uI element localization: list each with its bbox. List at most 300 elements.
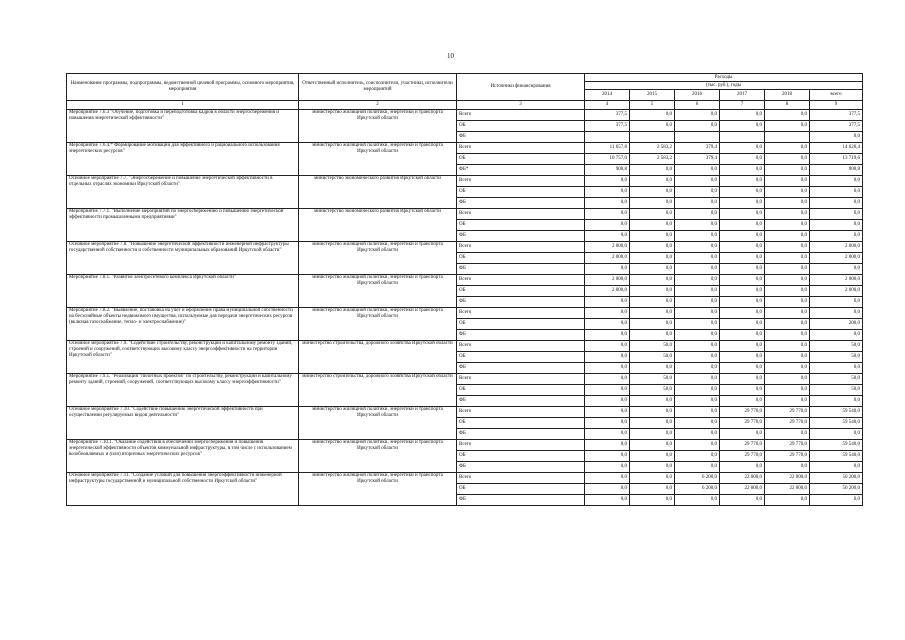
expense-value: 0,0 (675, 165, 720, 176)
funding-source: ОБ (457, 220, 585, 231)
expense-total: 0,0 (810, 396, 863, 407)
header-year: 2017 (720, 90, 765, 101)
expense-value: 0,0 (585, 484, 630, 495)
expense-value: 50,0 (630, 385, 675, 396)
header-source: Источники финансирования (457, 74, 585, 101)
expense-value (675, 132, 720, 143)
expense-value: 0,0 (585, 495, 630, 506)
expense-value: 0,0 (765, 286, 810, 297)
expense-value: 0,0 (720, 297, 765, 308)
activity-name: Мероприятие 7.8.2. "Выявление, постановка на учет и оформление права муниципальной собственности на бесхозяйные объекты недвижимого имущества, используемые для передачи энергетических ресурсов (включая газоснабжение, тепло- и электроснабжение)" (67, 308, 299, 341)
expense-value: 0,0 (675, 429, 720, 440)
expense-value: 0,0 (585, 231, 630, 242)
expense-value: 0,0 (630, 462, 675, 473)
expense-value: 0,0 (585, 187, 630, 198)
column-number: 2 (299, 101, 457, 110)
expense-value: 0,0 (630, 440, 675, 451)
expense-total: 50,0 (810, 341, 863, 352)
expense-value: 29 770,0 (765, 440, 810, 451)
expense-total: 59 540,0 (810, 418, 863, 429)
expense-value: 2 583,2 (630, 143, 675, 154)
expense-total: 0,0 (810, 297, 863, 308)
funding-source: ФБ (457, 132, 585, 143)
funding-source: ФБ (457, 396, 585, 407)
expense-value: 0,0 (765, 121, 810, 132)
expense-value: 0,0 (720, 176, 765, 187)
funding-source: ОБ (457, 286, 585, 297)
expense-value: 0,0 (630, 429, 675, 440)
expense-total: 0,0 (810, 231, 863, 242)
funding-source: ОБ (457, 418, 585, 429)
expense-value: 0,0 (765, 154, 810, 165)
column-number: 8 (765, 101, 810, 110)
expense-total: 0,0 (810, 132, 863, 143)
table-body (67, 110, 863, 506)
expense-value: 0,0 (630, 407, 675, 418)
activity-executor: министерство жилищной политики, энергетики и транспорта Иркутской области (299, 143, 457, 176)
expense-value: 0,0 (765, 374, 810, 385)
expense-value: 0,0 (585, 396, 630, 407)
expense-value: 0,0 (630, 319, 675, 330)
expense-value: 0,0 (720, 275, 765, 286)
funding-source: Всего (457, 308, 585, 319)
expense-value: 0,0 (765, 495, 810, 506)
activity-executor: министерство строительства, дорожного хозяйства Иркутской области (299, 341, 457, 374)
expense-value: 0,0 (675, 242, 720, 253)
expense-value: 0,0 (765, 275, 810, 286)
expense-value: 0,0 (720, 462, 765, 473)
expense-value: 29 770,0 (720, 440, 765, 451)
expense-value (720, 132, 765, 143)
activity-executor: министерство экономического развития Иркутской области (299, 209, 457, 242)
funding-source: Всего (457, 209, 585, 220)
column-number: 4 (585, 101, 630, 110)
expense-value: 0,0 (765, 429, 810, 440)
expense-value: 29 770,0 (720, 407, 765, 418)
expense-value: 0,0 (765, 297, 810, 308)
expense-value: 0,0 (765, 462, 810, 473)
expense-value: 0,0 (675, 264, 720, 275)
activity-name: Основное мероприятие 7.8. "Повышение энергетической эффективности инженерной инфраструктуры государственной собственности и собственности муниципальных образований Иркутской области" (67, 242, 299, 275)
funding-source: ОБ (457, 187, 585, 198)
activity-executor: министерство жилищной политики, энергетики и транспорта Иркутской области (299, 440, 457, 473)
funding-source: ОБ (457, 385, 585, 396)
expense-value: 0,0 (675, 176, 720, 187)
expense-value: 0,0 (585, 440, 630, 451)
expense-value: 0,0 (765, 110, 810, 121)
expense-value: 0,0 (675, 396, 720, 407)
expense-value: 0,0 (585, 363, 630, 374)
activity-executor: министерство жилищной политики, энергетики и транспорта Иркутской области (299, 473, 457, 506)
expense-value: 0,0 (720, 308, 765, 319)
expense-total: 50,0 (810, 352, 863, 363)
expense-total: 2 000,0 (810, 275, 863, 286)
expense-value: 0,0 (630, 396, 675, 407)
funding-source: ОБ (457, 253, 585, 264)
expense-value: 0,0 (765, 143, 810, 154)
expense-value: 0,0 (630, 308, 675, 319)
expense-value: 0,0 (630, 297, 675, 308)
funding-source: ФБ (457, 363, 585, 374)
expense-value: 0,0 (765, 264, 810, 275)
expense-value: 0,0 (630, 418, 675, 429)
expense-value: 0,0 (630, 286, 675, 297)
header-expenses: Расходы (585, 74, 863, 82)
expense-value: 0,0 (720, 242, 765, 253)
expense-value: 6 200,0 (675, 484, 720, 495)
expense-value: 0,0 (675, 363, 720, 374)
activity-name: Мероприятие 7.8.1. "Развитие электросетевого комплекса Иркутской области" (67, 275, 299, 308)
expense-value: 0,0 (675, 341, 720, 352)
expense-value: 0,0 (630, 198, 675, 209)
expense-value: 50,0 (630, 352, 675, 363)
expense-value: 0,0 (585, 341, 630, 352)
expense-value: 0,0 (585, 308, 630, 319)
expense-value: 0,0 (630, 495, 675, 506)
table-row (67, 209, 863, 220)
expense-value: 0,0 (675, 198, 720, 209)
expense-total: 14 620,4 (810, 143, 863, 154)
expense-value: 0,0 (720, 286, 765, 297)
expense-value: 0,0 (585, 330, 630, 341)
expense-value: 0,0 (630, 176, 675, 187)
expense-value: 0,0 (630, 110, 675, 121)
expense-value: 0,0 (585, 198, 630, 209)
table-row (67, 341, 863, 352)
expense-value: 2 000,0 (585, 242, 630, 253)
activity-executor: министерство экономического развития Иркутской области (299, 176, 457, 209)
expense-value: 29 770,0 (765, 418, 810, 429)
expense-value: 0,0 (765, 165, 810, 176)
expense-value: 22 000,0 (720, 473, 765, 484)
expense-value: 0,0 (630, 275, 675, 286)
expense-value: 10 757,0 (585, 154, 630, 165)
expense-value: 0,0 (630, 264, 675, 275)
funding-source: Всего (457, 374, 585, 385)
expense-total: 2 000,0 (810, 286, 863, 297)
funding-source: ОБ (457, 484, 585, 495)
expense-total: 50 200,0 (810, 484, 863, 495)
budget-table (66, 73, 863, 506)
expense-value: 0,0 (585, 385, 630, 396)
expense-value: 22 000,0 (765, 484, 810, 495)
activity-name: Основное мероприятие 7.10. "Содействие повышению энергетической эффективности при осуществлении регулируемых видов деятельности" (67, 407, 299, 440)
expense-value: 0,0 (630, 253, 675, 264)
table-row (67, 473, 863, 484)
activity-name: Основное мероприятие 7.9. "Содействие строительству, реконструкции и капитальному ремонту зданий, строений и сооружений, соответствующих высокому классу энергоэффективности на территории Иркутской области" (67, 341, 299, 374)
expense-value: 379,4 (675, 143, 720, 154)
expense-value: 0,0 (720, 396, 765, 407)
expense-value: 0,0 (720, 352, 765, 363)
expense-value: 0,0 (765, 363, 810, 374)
expense-value: 379,4 (675, 154, 720, 165)
expense-value: 0,0 (765, 352, 810, 363)
table-row (67, 242, 863, 253)
activity-name: Мероприятие 7.7.1. "Выполнение мероприятий по энергосбережению и повышению энергетической эффективности промышленными предприятиями" (67, 209, 299, 242)
expense-value: 0,0 (585, 407, 630, 418)
expense-value: 0,0 (630, 451, 675, 462)
expense-value: 0,0 (720, 429, 765, 440)
funding-source: Всего (457, 473, 585, 484)
expense-value: 0,0 (585, 297, 630, 308)
expense-value: 0,0 (675, 374, 720, 385)
expense-total: 0,0 (810, 198, 863, 209)
expense-value: 0,0 (720, 110, 765, 121)
table-row (67, 308, 863, 319)
expense-value: 0,0 (630, 209, 675, 220)
funding-source: ФБ (457, 330, 585, 341)
expense-value: 0,0 (585, 319, 630, 330)
expense-value: 0,0 (630, 473, 675, 484)
expense-value: 0,0 (675, 275, 720, 286)
expense-value: 377,5 (585, 110, 630, 121)
expense-total: 50 200,0 (810, 473, 863, 484)
funding-source: Всего (457, 110, 585, 121)
expense-value: 0,0 (630, 187, 675, 198)
expense-value: 0,0 (585, 220, 630, 231)
expense-total: 200,0 (810, 319, 863, 330)
expense-value: 2 583,2 (630, 154, 675, 165)
expense-value: 0,0 (675, 308, 720, 319)
expense-value: 0,0 (720, 374, 765, 385)
expense-value: 0,0 (630, 121, 675, 132)
column-numbers-row (67, 101, 863, 110)
activity-executor: министерство строительства, дорожного хозяйства Иркутской области (299, 374, 457, 407)
expense-value: 0,0 (765, 253, 810, 264)
expense-total: 0,0 (810, 363, 863, 374)
expense-total: 59 540,0 (810, 451, 863, 462)
expense-value: 0,0 (765, 209, 810, 220)
funding-source: ФБ (457, 264, 585, 275)
expense-total: 377,5 (810, 121, 863, 132)
activity-name: Мероприятие 7.9.1. "Реализация "пилотных проектов" по строительству, реконструкции и капитальному ремонту зданий, строений, сооружений, соответствующих высокому классу энергоэффективности" (67, 374, 299, 407)
page-number: 10 (447, 52, 454, 60)
expense-total: 0,0 (810, 462, 863, 473)
expense-value: 0,0 (675, 121, 720, 132)
expense-total: 0,0 (810, 429, 863, 440)
funding-source: Всего (457, 143, 585, 154)
expense-value: 0,0 (675, 297, 720, 308)
expense-value: 0,0 (675, 385, 720, 396)
expense-value: 0,0 (720, 154, 765, 165)
expense-value: 0,0 (720, 220, 765, 231)
expense-value: 0,0 (585, 429, 630, 440)
funding-source: ОБ (457, 451, 585, 462)
expense-value: 0,0 (675, 352, 720, 363)
table-row (67, 374, 863, 385)
header-executor: Ответственный исполнитель, соисполнители, участники, исполнители мероприятий (299, 74, 457, 101)
expense-value: 0,0 (585, 418, 630, 429)
table-row (67, 275, 863, 286)
table-row (67, 440, 863, 451)
activity-executor: министерство жилищной политики, энергетики и транспорта Иркутской области (299, 407, 457, 440)
expense-total: 2 000,0 (810, 253, 863, 264)
funding-source: ОБ (457, 121, 585, 132)
expense-value: 0,0 (765, 176, 810, 187)
funding-source: Всего (457, 176, 585, 187)
expense-total: 900,8 (810, 165, 863, 176)
expense-value (585, 132, 630, 143)
expense-total: 50,0 (810, 385, 863, 396)
activity-executor: министерство жилищной политики, энергетики и транспорта Иркутской области (299, 308, 457, 341)
expense-value: 0,0 (720, 385, 765, 396)
funding-source: ОБ (457, 319, 585, 330)
activity-executor: министерство жилищной политики, энергетики и транспорта Иркутской области (299, 110, 457, 143)
expense-value: 0,0 (585, 209, 630, 220)
activity-executor: министерство жилищной политики, энергетики и транспорта Иркутской области (299, 242, 457, 275)
expense-total: 377,5 (810, 110, 863, 121)
expense-total: 13 719,6 (810, 154, 863, 165)
expense-value: 0,0 (720, 143, 765, 154)
expense-total: 0,0 (810, 264, 863, 275)
table-row (67, 143, 863, 154)
activity-name: Основное мероприятие 7.11. "Создание условий для повышения энергоэффективности инженерной инфраструктуры государственной и муниципальной собственности Иркутской области" (67, 473, 299, 506)
expense-value: 0,0 (720, 187, 765, 198)
expense-total: 59 540,0 (810, 440, 863, 451)
expense-value: 29 770,0 (765, 451, 810, 462)
expense-value: 0,0 (675, 495, 720, 506)
expense-value: 0,0 (675, 209, 720, 220)
column-number: 6 (675, 101, 720, 110)
header-name: Наименование программы, подпрограммы, ведомственной целевой программы, основного мероприятия, мероприятия (67, 74, 299, 101)
table-row (67, 176, 863, 187)
expense-total: 0,0 (810, 209, 863, 220)
funding-source: ОБ (457, 154, 585, 165)
expense-value: 0,0 (720, 495, 765, 506)
expense-value: 0,0 (675, 451, 720, 462)
expense-value: 0,0 (585, 462, 630, 473)
expense-value: 22 000,0 (765, 473, 810, 484)
expense-value: 0,0 (720, 231, 765, 242)
expense-total: 0,0 (810, 495, 863, 506)
funding-source: Всего (457, 341, 585, 352)
expense-value: 0,0 (675, 231, 720, 242)
funding-source: ОБ (457, 352, 585, 363)
activity-name: Основное мероприятие 7.7. "Энергосбережение и повышение энергетической эффективности в отдельных отраслях экономики Иркутской области" (67, 176, 299, 209)
expense-value: 0,0 (720, 264, 765, 275)
expense-value: 6 200,0 (675, 473, 720, 484)
expense-value: 0,0 (720, 330, 765, 341)
expense-value: 0,0 (720, 319, 765, 330)
expense-value: 0,0 (720, 341, 765, 352)
funding-source: Всего (457, 440, 585, 451)
expense-value: 0,0 (630, 484, 675, 495)
funding-source: ФБ (457, 297, 585, 308)
expense-total: 50,0 (810, 374, 863, 385)
expense-value: 11 657,8 (585, 143, 630, 154)
header-year: 2018 (765, 90, 810, 101)
activity-executor: министерство жилищной политики, энергетики и транспорта Иркутской области (299, 275, 457, 308)
expense-value: 0,0 (720, 165, 765, 176)
header-year: 2016 (675, 90, 720, 101)
activity-name: Мероприятие 7.10.1. "Оказание содействия в обеспечении энергосбережения и повышения энергетической эффективности объектов коммунальной инфраструктуры, в том числе с использованием возобновляемых и (или) вторичных энергетических ресурсов" (67, 440, 299, 473)
expense-value: 377,5 (585, 121, 630, 132)
expense-total: 0,0 (810, 330, 863, 341)
column-number: 5 (630, 101, 675, 110)
expense-value: 0,0 (765, 319, 810, 330)
expense-value (765, 132, 810, 143)
expense-value: 0,0 (765, 341, 810, 352)
expense-value: 0,0 (720, 198, 765, 209)
expense-total: 0,0 (810, 220, 863, 231)
expense-total: 0,0 (810, 176, 863, 187)
column-number: 7 (720, 101, 765, 110)
expense-value: 50,0 (630, 374, 675, 385)
funding-source: ФБ* (457, 165, 585, 176)
column-number: 3 (457, 101, 585, 110)
table-row (67, 110, 863, 121)
expense-value: 29 770,0 (765, 407, 810, 418)
expense-value: 0,0 (765, 198, 810, 209)
expense-value: 0,0 (630, 220, 675, 231)
expense-value: 0,0 (585, 473, 630, 484)
activity-name: Мероприятие 7.6.3 "Обучение, подготовка и переподготовка кадров в области энергосбережения и повышения энергетической эффективности" (67, 110, 299, 143)
expense-value: 0,0 (675, 319, 720, 330)
expense-value: 0,0 (675, 330, 720, 341)
header-year: 2014 (585, 90, 630, 101)
expense-total: 0,0 (810, 187, 863, 198)
header-year-total: всего (810, 90, 863, 101)
column-number: 9 (810, 101, 863, 110)
expense-value: 0,0 (675, 407, 720, 418)
funding-source: ФБ (457, 231, 585, 242)
expense-value: 0,0 (675, 286, 720, 297)
expense-value: 0,0 (765, 330, 810, 341)
expense-value: 0,0 (765, 308, 810, 319)
expense-value: 0,0 (720, 121, 765, 132)
expense-value: 0,0 (765, 231, 810, 242)
expense-value: 0,0 (720, 209, 765, 220)
funding-source: Всего (457, 242, 585, 253)
header-year: 2015 (630, 90, 675, 101)
expense-value: 900,8 (585, 165, 630, 176)
funding-source: ФБ (457, 429, 585, 440)
expense-value: 0,0 (630, 363, 675, 374)
expense-total: 0,0 (810, 308, 863, 319)
expense-total: 59 540,0 (810, 407, 863, 418)
expense-value: 22 000,0 (720, 484, 765, 495)
expense-value: 2 000,0 (585, 286, 630, 297)
table-row (67, 407, 863, 418)
expense-value: 0,0 (720, 363, 765, 374)
expense-value: 2 000,0 (585, 275, 630, 286)
expense-value: 0,0 (675, 462, 720, 473)
funding-source: ФБ (457, 198, 585, 209)
expense-value: 0,0 (585, 451, 630, 462)
expense-value: 0,0 (720, 253, 765, 264)
header-units: (тыс. руб.), годы (585, 82, 863, 90)
expense-value: 0,0 (765, 396, 810, 407)
expense-value: 0,0 (675, 110, 720, 121)
expense-value: 0,0 (765, 242, 810, 253)
funding-source: Всего (457, 275, 585, 286)
activity-name: Мероприятие 7.6.4.* Формирование мотивации для эффективного и рационального использования энергетических ресурсов" (67, 143, 299, 176)
expense-value: 0,0 (585, 374, 630, 385)
funding-source: ФБ (457, 462, 585, 473)
funding-source: Всего (457, 407, 585, 418)
expense-value: 0,0 (630, 231, 675, 242)
expense-value: 0,0 (585, 352, 630, 363)
expense-value (630, 132, 675, 143)
expense-value: 2 000,0 (585, 253, 630, 264)
expense-value: 50,0 (630, 341, 675, 352)
expense-value: 0,0 (675, 220, 720, 231)
expense-value: 0,0 (585, 176, 630, 187)
expense-value: 0,0 (765, 385, 810, 396)
funding-source: ФБ (457, 495, 585, 506)
expense-value: 0,0 (675, 253, 720, 264)
expense-value: 0,0 (675, 418, 720, 429)
